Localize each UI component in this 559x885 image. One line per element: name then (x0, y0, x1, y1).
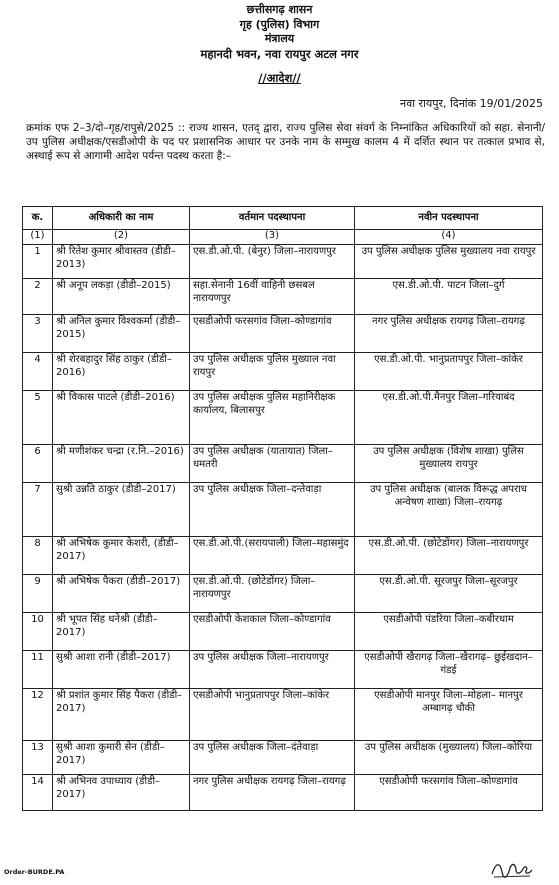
table-column-number-row (23, 230, 543, 245)
place-date: नवा रायपुर, दिनांक 19/01/2025 (399, 97, 543, 110)
officer-name-cell: सुश्री उन्नति ठाकुर (डीडी–2017) (53, 483, 190, 537)
current-posting-cell: उप पुलिस अधीक्षक पुलिस मुख्याल नवा रायपुर (190, 353, 355, 391)
officer-name-cell: सुश्री आशा कुमारी सेन (डीडी–2017) (53, 741, 190, 775)
serial-cell: 11 (23, 651, 53, 689)
table-row (23, 575, 543, 613)
new-posting-cell: नगर पुलिस अधीक्षक रायगढ़ जिला–रायगढ़ (355, 315, 543, 353)
letterhead-state: छत्तीसगढ़ शासन (246, 3, 313, 16)
new-posting-cell: एसडीओपी पंडरिया जिला–कबीरधाम (355, 613, 543, 651)
table-row (23, 689, 543, 741)
current-posting-cell: एसडीओपी फरसगांव जिला–कोण्डागांव (190, 315, 355, 353)
column-number: (2) (53, 230, 190, 245)
header-current-posting: वर्तमान पदस्थापना (190, 207, 355, 230)
officer-name-cell: श्री अभिनव उपाध्याय (डीडी–2017) (53, 775, 190, 811)
table-row (23, 445, 543, 483)
table-row (23, 651, 543, 689)
serial-cell: 2 (23, 279, 53, 315)
new-posting-cell: एस.डी.ओ.पी. सूरजपुर जिला–सूरजपुर (355, 575, 543, 613)
current-posting-cell: एस.डी.ओ.पी. (बेनुर) जिला–नारायणपुर (190, 245, 355, 279)
serial-cell: 6 (23, 445, 53, 483)
current-posting-cell: एस.डी.ओ.पी.(सरायपाली) जिला–महासमुंद (190, 537, 355, 575)
signature-scribble (490, 858, 534, 880)
serial-cell: 9 (23, 575, 53, 613)
letterhead (0, 0, 559, 61)
officer-name-cell: श्री अभिषेक कुमार केशरी, (डीडी–2017) (53, 537, 190, 575)
new-posting-cell: उप पुलिस अधीक्षक (मुख्यालय) जिला–कोरिया (355, 741, 543, 775)
table-row (23, 483, 543, 537)
officer-name-cell: श्री अनूप लकड़ा (डीडी–2015) (53, 279, 190, 315)
officer-name-cell: श्री अभिषेक पैकरा (डीडी–2017) (53, 575, 190, 613)
current-posting-cell: उप पुलिस अधीक्षक (यातायात) जिला–धमतरी (190, 445, 355, 483)
current-posting-cell: एसडीओपी भानुप्रतापपुर जिला–कांकेर (190, 689, 355, 741)
officer-name-cell: श्री विकास पाटले (डीडी–2016) (53, 391, 190, 445)
header-serial: क. (23, 207, 53, 230)
current-posting-cell: सहा.सेनानी 16वीं वाहिनी छसबल नारायणपुर (190, 279, 355, 315)
officer-name-cell: श्री अनिल कुमार विश्वकर्मा (डीडी–2015) (53, 315, 190, 353)
new-posting-cell: एस.डी.ओ.पी. भानुप्रतापपुर जिला–कांकेर (355, 353, 543, 391)
serial-cell: 10 (23, 613, 53, 651)
officer-name-cell: श्री रितेश कुमार श्रीवास्तव (डीडी–2013) (53, 245, 190, 279)
officer-name-cell: श्री प्रशांत कुमार सिंह पैकरा (डीडी–2017) (53, 689, 190, 741)
serial-cell: 7 (23, 483, 53, 537)
table-row (23, 391, 543, 445)
table-row (23, 315, 543, 353)
serial-cell: 14 (23, 775, 53, 811)
current-posting-cell: उप पुलिस अधीक्षक जिला–नारायणपुर (190, 651, 355, 689)
column-number: (1) (23, 230, 53, 245)
table-header-row (23, 207, 543, 230)
serial-cell: 5 (23, 391, 53, 445)
new-posting-cell: एस.डी.ओ.पी.मैनपुर जिला–गरियाबंद (355, 391, 543, 445)
serial-cell: 1 (23, 245, 53, 279)
column-number: (3) (190, 230, 355, 245)
current-posting-cell: उप पुलिस अधीक्षक जिला–दन्तेवाड़ा (190, 483, 355, 537)
table-row (23, 353, 543, 391)
table-row (23, 741, 543, 775)
letterhead-address: महानदी भवन, नवा रायपुर अटल नगर (200, 46, 359, 61)
order-title: //आदेश// (258, 71, 301, 85)
new-posting-cell: उप पुलिस अधीक्षक (विशेष शाखा) पुलिस मुख्यालय रायपुर (355, 445, 543, 483)
current-posting-cell: उप पुलिस अधीक्षक पुलिस महानिरीक्षक कार्यालय, बिलासपुर (190, 391, 355, 445)
new-posting-cell: एसडीओपी खैरागढ़ जिला–खैरागढ़– छुईखदान–गंडई (355, 651, 543, 689)
current-posting-cell: एसडीओपी केशकाल जिला–कोण्डागांव (190, 613, 355, 651)
header-officer-name: अधिकारी का नाम (53, 207, 190, 230)
table-row (23, 613, 543, 651)
current-posting-cell: एस.डी.ओ.पी. (छोटेडोंगर) जिला–नारायणपुर (190, 575, 355, 613)
table-row (23, 775, 543, 811)
footer-code: Order-BURDE.PA (4, 868, 65, 876)
new-posting-cell: एस.डी.ओ.पी. पाटन जिला–दुर्ग (355, 279, 543, 315)
table-row (23, 537, 543, 575)
current-posting-cell: उप पुलिस अधीक्षक जिला–दंतेवाड़ा (190, 741, 355, 775)
officer-name-cell: सुश्री आशा रानी (डीडी–2017) (53, 651, 190, 689)
order-intro-paragraph: क्रमांक एफ 2–3/दो–गृह/रापुसे/2025 :: राज्य शासन, एतद् द्वारा, राज्य पुलिस सेवा संवर्ग के निम्नांकित अधिकारियों को सहा. सेनानी/उप पुलिस अधीक्षक/एसडीओपी के पद पर प्रशासनिक आधार पर उनके नाम के सम्मुख कालम 4 में दर्शित स्थान पर तत्काल प्रभाव से, अस्थाई रूप से आगामी आदेश पर्यन्त पदस्थ करता है:– (26, 122, 545, 162)
new-posting-cell: एसडीओपी फरसगांव जिला–कोण्डागांव (355, 775, 543, 811)
serial-cell: 8 (23, 537, 53, 575)
header-new-posting: नवीन पदस्थापना (355, 207, 543, 230)
new-posting-cell: एसडीओपी मानपुर जिला–मोहला– मानपुर अम्बागढ़ चौकी (355, 689, 543, 741)
officer-name-cell: श्री भूपत सिंह धनेश्री (डीडी–2017) (53, 613, 190, 651)
letterhead-ministry: मंत्रालय (264, 32, 295, 45)
serial-cell: 3 (23, 315, 53, 353)
officer-name-cell: श्री मणीशंकर चन्द्रा (र.नि.–2016) (53, 445, 190, 483)
table-row (23, 245, 543, 279)
serial-cell: 13 (23, 741, 53, 775)
letterhead-department: गृह (पुलिस) विभाग (239, 17, 320, 31)
column-number: (4) (355, 230, 543, 245)
posting-table (22, 206, 543, 811)
new-posting-cell: उप पुलिस अधीक्षक पुलिस मुख्यालय नवा रायपुर (355, 245, 543, 279)
current-posting-cell: नगर पुलिस अधीक्षक रायगढ़ जिला–रायगढ़ (190, 775, 355, 811)
officer-name-cell: श्री शेरबहादुर सिंह ठाकुर (डीडी–2016) (53, 353, 190, 391)
table-row (23, 279, 543, 315)
new-posting-cell: एस.डी.ओ.पी. (छोटेडोंगर) जिला–नारायणपुर (355, 537, 543, 575)
serial-cell: 12 (23, 689, 53, 741)
serial-cell: 4 (23, 353, 53, 391)
signature (490, 858, 534, 884)
new-posting-cell: उप पुलिस अधीक्षक (बालक विरूद्ध अपराध अन्वेषण शाखा) जिला–रायगढ़ (355, 483, 543, 537)
